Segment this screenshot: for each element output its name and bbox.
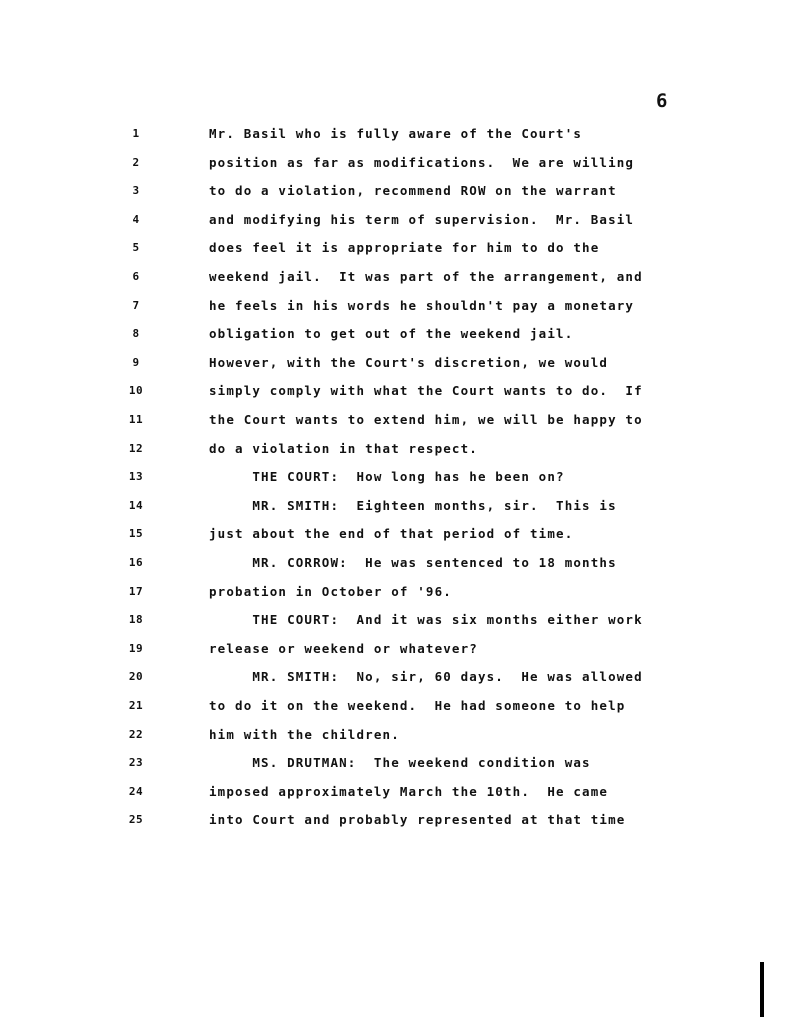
line-text: obligation to get out of the weekend jail. [209,326,574,341]
line-number: 11 [128,413,144,426]
line-text: into Court and probably represented at that time [209,812,626,827]
line-number: 23 [128,756,144,769]
line-number: 15 [128,527,144,540]
line-number: 5 [132,241,140,254]
line-number: 18 [128,613,144,626]
line-text: imposed approximately March the 10th. He came [209,784,609,799]
line-text: weekend jail. It was part of the arrangement, and [209,269,643,284]
line-number: 16 [128,556,144,569]
line-text: the Court wants to extend him, we will be happy to [209,412,643,427]
line-number: 20 [128,670,144,683]
line-text: he feels in his words he shouldn't pay a monetary [209,298,635,313]
line-text: MR. SMITH: Eighteen months, sir. This is [209,498,617,513]
scan-edge-mark [760,962,764,1017]
line-text: Mr. Basil who is fully aware of the Court's [209,126,583,141]
line-text: THE COURT: And it was six months either work [209,612,643,627]
line-number: 4 [132,213,140,226]
line-number: 17 [128,585,144,598]
line-number: 1 [132,127,140,140]
line-text: simply comply with what the Court wants to do. If [209,383,643,398]
line-text: to do it on the weekend. He had someone to help [209,698,626,713]
line-number: 12 [128,442,144,455]
line-text: However, with the Court's discretion, we would [209,355,609,370]
line-text: him with the children. [209,727,400,742]
line-text: position as far as modifications. We are willing [209,155,635,170]
line-number: 2 [132,156,140,169]
line-text: does feel it is appropriate for him to do the [209,240,600,255]
line-text: MR. CORROW: He was sentenced to 18 months [209,555,617,570]
line-number: 6 [132,270,140,283]
line-number: 24 [128,785,144,798]
line-number: 3 [132,184,140,197]
line-text: release or weekend or whatever? [209,641,478,656]
line-text: THE COURT: How long has he been on? [209,469,565,484]
line-text: just about the end of that period of time. [209,526,574,541]
line-number: 10 [128,384,144,397]
line-number: 8 [132,327,140,340]
line-text: and modifying his term of supervision. Mr. Basil [209,212,635,227]
line-number: 7 [132,299,140,312]
line-text: probation in October of '96. [209,584,452,599]
line-number: 13 [128,470,144,483]
line-number: 14 [128,499,144,512]
line-number: 21 [128,699,144,712]
line-number: 9 [132,356,140,369]
line-text: MS. DRUTMAN: The weekend condition was [209,755,591,770]
line-number: 22 [128,728,144,741]
line-text: MR. SMITH: No, sir, 60 days. He was allowed [209,669,643,684]
line-number: 25 [128,813,144,826]
line-number: 19 [128,642,144,655]
line-text: to do a violation, recommend ROW on the warrant [209,183,617,198]
line-text: do a violation in that respect. [209,441,478,456]
page-number: 6 [656,90,668,112]
